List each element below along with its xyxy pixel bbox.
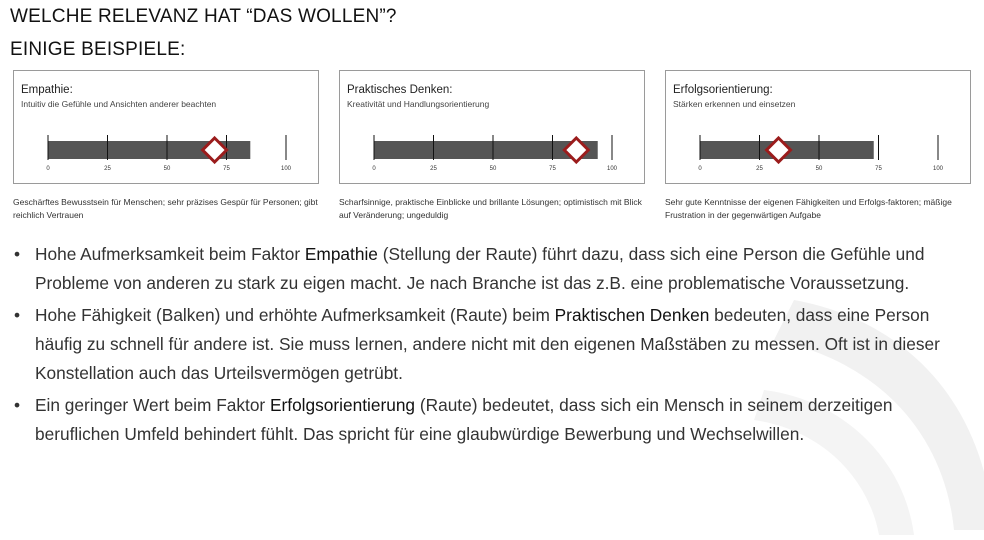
bullet-keyword: Erfolgsorientierung — [269, 395, 416, 415]
list-item — [10, 240, 950, 298]
bullet-text-pre: Ein geringer Wert beim Faktor — [35, 395, 270, 415]
factor-card-empathie — [13, 70, 319, 184]
bullet-icon: • — [14, 395, 21, 415]
scale-tick-label: 25 — [104, 166, 111, 172]
factor-card-erfolgsorientierung — [665, 70, 971, 184]
scale-tick-label: 25 — [430, 166, 437, 172]
scale-tick-label: 50 — [489, 166, 497, 172]
scale-tick-label: 75 — [875, 166, 882, 172]
factor-description: Geschärftes Bewusstsein für Menschen; sehr präzises Gespür für Personen; gibt reichlich Vertrauen — [13, 197, 318, 220]
bullet-keyword: Praktischen Denken — [554, 305, 710, 325]
scale-tick-label: 100 — [606, 166, 618, 172]
factor-card-subtitle: Stärken erkennen und einsetzen — [673, 99, 796, 109]
bullet-text-pre: Hohe Aufmerksamkeit beim Faktor — [35, 244, 305, 264]
factor-card-title: Praktisches Denken: — [347, 84, 453, 96]
bullet-keyword: Empathie — [304, 244, 378, 264]
scale-tick-label: 75 — [223, 166, 230, 172]
list-item — [10, 301, 950, 388]
page-title: WELCHE RELEVANZ HAT “DAS WOLLEN”? — [10, 6, 397, 27]
scale-tick-label: 25 — [756, 166, 763, 172]
scale-tick-label: 75 — [549, 166, 556, 172]
factor-card-subtitle: Kreativität und Handlungsorientierung — [347, 99, 490, 109]
scale-tick-label: 50 — [163, 166, 171, 172]
bullet-text-post: (Raute) bedeutet, dass sich ein Mensch in seinem derzeitigen beruflichen Umfeld behindert fühlt. Das spricht für eine glaubwürdige Bewerbung und Wechselwillen. — [35, 395, 893, 444]
bullet-text-pre: Hohe Fähigkeit (Balken) und erhöhte Aufmerksamkeit (Raute) beim — [35, 305, 555, 325]
factor-card-praktisches-denken — [339, 70, 645, 184]
scale-tick-label: 0 — [46, 166, 50, 172]
list-item — [10, 391, 950, 449]
explanation-list — [10, 240, 950, 452]
factor-description: Scharfsinnige, praktische Einblicke und brillante Lösungen; optimistisch mit Blick auf Veränderung; ungeduldig — [339, 197, 642, 220]
bullet-icon: • — [14, 305, 21, 325]
bullet-text-post: bedeuten, dass eine Person häufig zu schnell für andere ist. Sie muss lernen, andere nicht mit den eigenen Maßstäben zu messen. Oft ist in dieser Konstellation auch das Urteilsvermögen getrübt. — [35, 305, 940, 383]
scale-tick-label: 0 — [372, 166, 376, 172]
factor-card-title: Erfolgsorientierung: — [673, 84, 773, 96]
factor-description: Sehr gute Kenntnisse der eigenen Fähigkeiten und Erfolgs-faktoren; mäßige Frustration in der gegenwärtigen Aufgabe — [665, 197, 952, 220]
factor-scale — [666, 71, 970, 183]
scale-tick-label: 0 — [698, 166, 702, 172]
bullet-text-post: (Stellung der Raute) führt dazu, dass sich eine Person die Gefühle und Probleme von anderen zu stark zu eigen macht. Je nach Branche ist das z.B. eine problematische Voraussetzung. — [35, 244, 925, 293]
factor-card-subtitle: Intuitiv die Gefühle und Ansichten anderer beachten — [21, 99, 217, 109]
factor-card-title: Empathie: — [21, 84, 73, 96]
scale-tick-label: 100 — [932, 166, 944, 172]
scale-tick-label: 50 — [815, 166, 823, 172]
factor-scale — [14, 71, 318, 183]
page-subtitle: EINIGE BEISPIELE: — [10, 39, 186, 60]
bullet-icon: • — [14, 244, 21, 264]
factor-scale — [340, 71, 644, 183]
scale-tick-label: 100 — [280, 166, 292, 172]
